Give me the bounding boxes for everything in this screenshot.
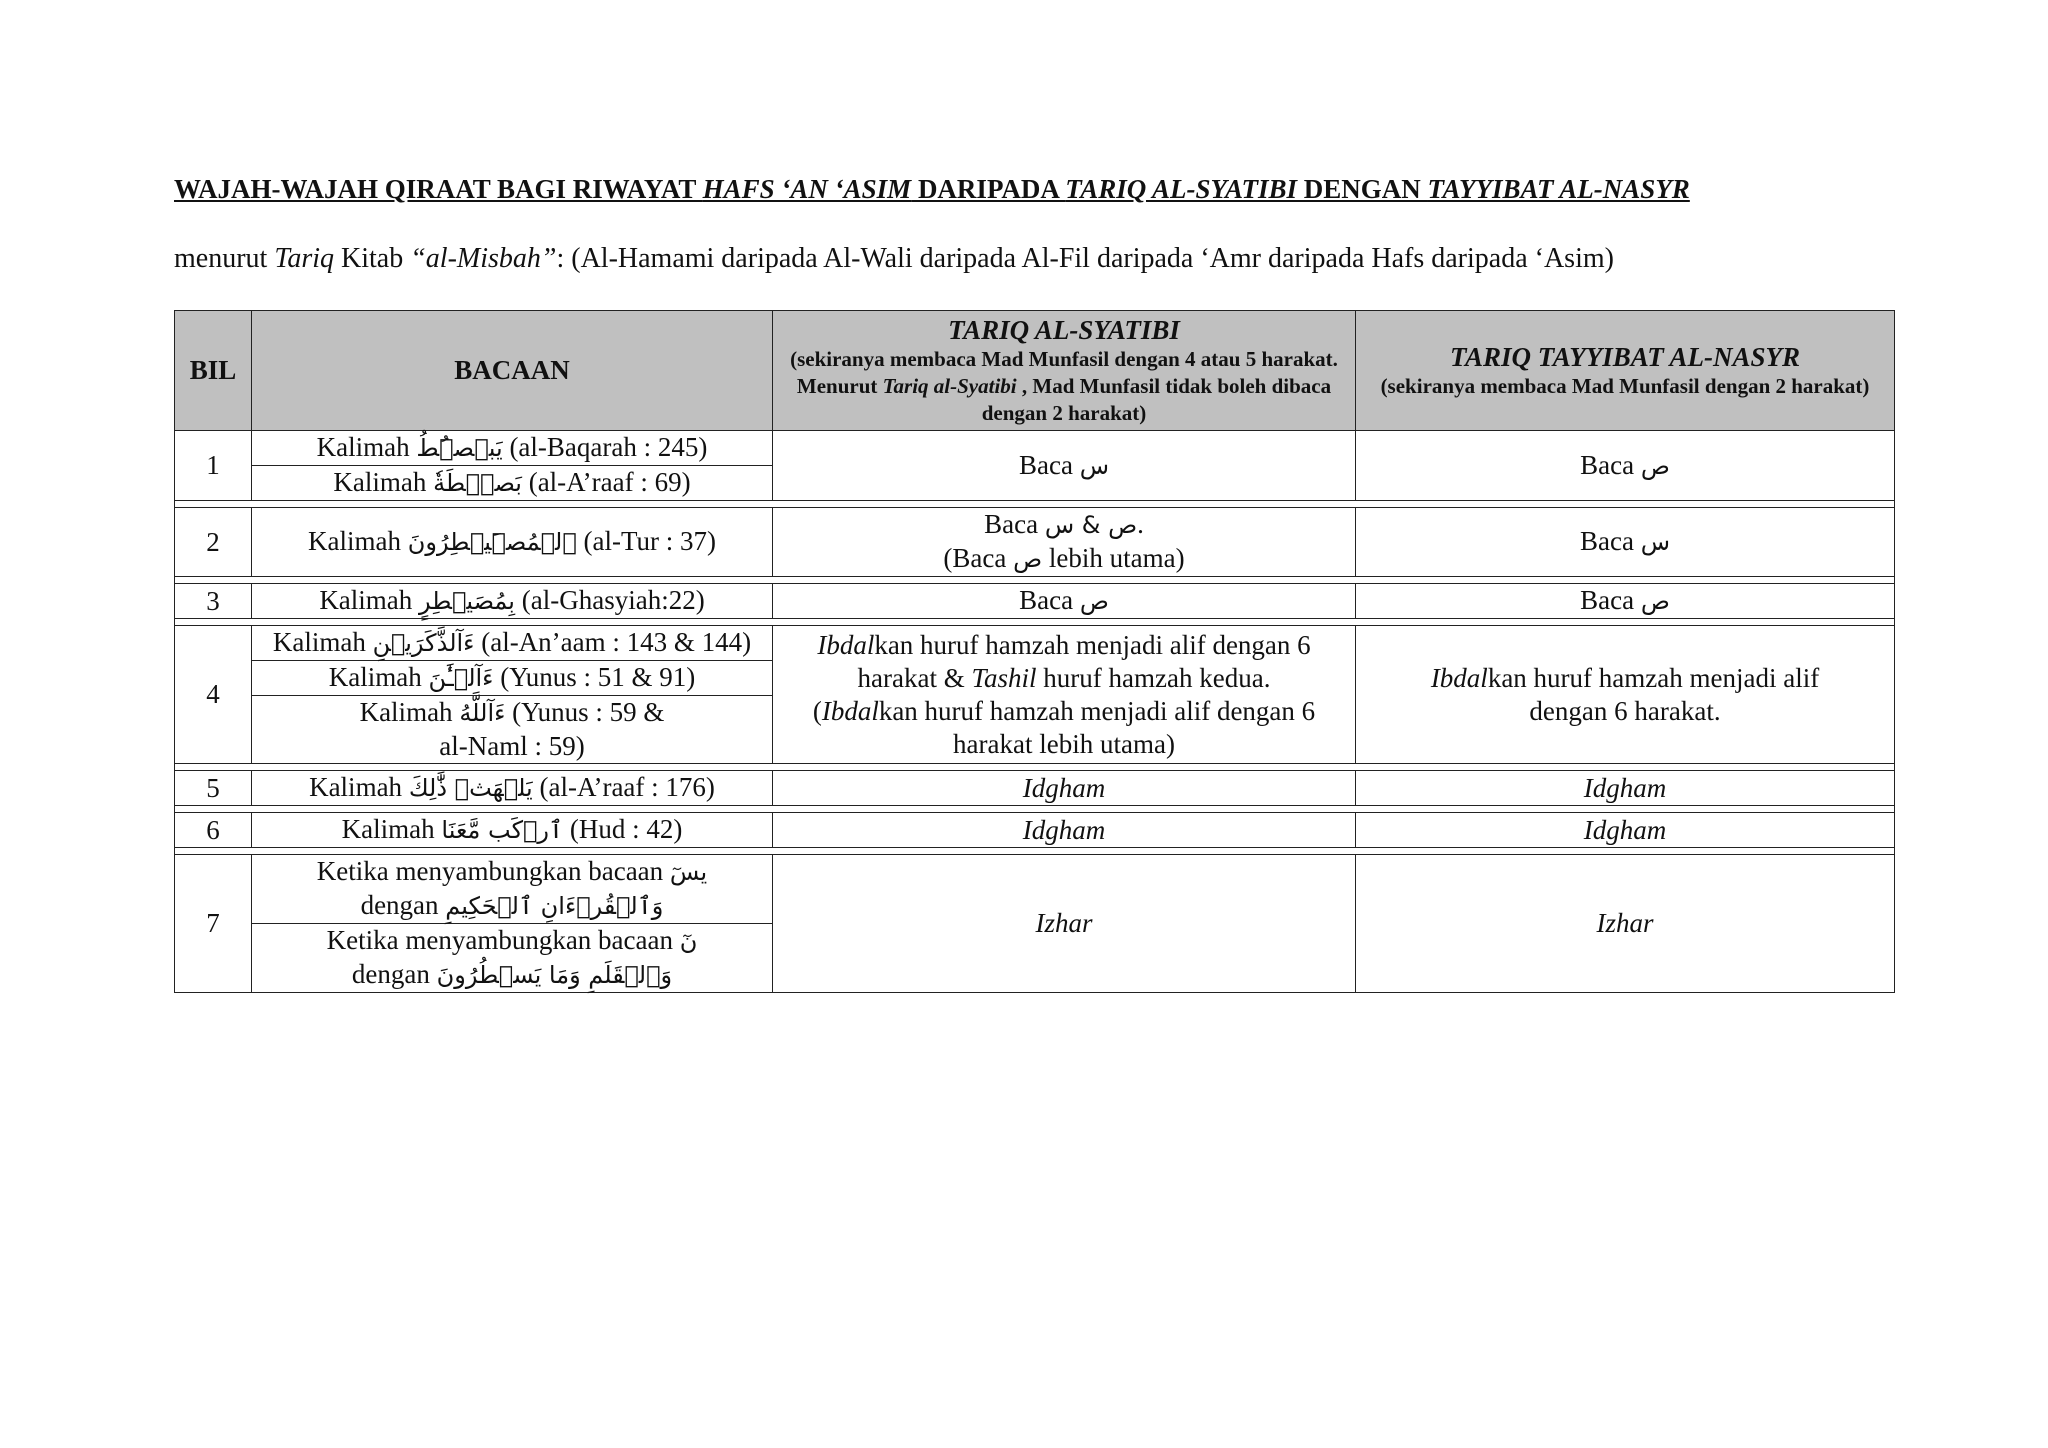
row-separator bbox=[175, 764, 1895, 771]
document-subtitle bbox=[174, 243, 1884, 275]
cell-bil: 2 bbox=[175, 508, 252, 577]
document-title bbox=[174, 174, 1884, 205]
cell-bacaan: Kalimah ٱرۡكَب مَّعَنَا (Hud : 42) bbox=[252, 813, 773, 848]
cell-bil: 1 bbox=[175, 431, 252, 501]
qiraat-table bbox=[174, 310, 1895, 993]
cell-nasyr: Baca س bbox=[1356, 508, 1895, 577]
cell-nasyr: Idgham bbox=[1356, 771, 1895, 806]
cell-bil: 6 bbox=[175, 813, 252, 848]
cell-bacaan: Kalimah بِمُصَيۡطِرٍ (al-Ghasyiah:22) bbox=[252, 584, 773, 619]
header-bacaan: BACAAN bbox=[252, 311, 773, 431]
title-text-italic: TAYYIBAT AL-NASYR bbox=[1427, 174, 1690, 204]
header-nasyr bbox=[1356, 311, 1895, 431]
table-row bbox=[175, 813, 1895, 848]
row-separator bbox=[175, 577, 1895, 584]
subtitle-text: Kitab bbox=[334, 243, 411, 274]
subtitle-text-italic: “al-Misbah” bbox=[410, 243, 557, 274]
cell-bacaan: Kalimah ءَآللَّهُ (Yunus : 59 & al-Naml : 59) bbox=[252, 696, 773, 764]
table-row bbox=[175, 626, 1895, 661]
table-row bbox=[175, 508, 1895, 577]
cell-bacaan: Kalimah يَبۡصُۜطُ (al-Baqarah : 245) bbox=[252, 431, 773, 466]
table-row bbox=[175, 584, 1895, 619]
header-nasyr-note: (sekiranya membaca Mad Munfasil dengan 2 harakat) bbox=[1380, 373, 1870, 398]
subtitle-text-italic: Tariq bbox=[274, 243, 334, 274]
cell-syatibi: Baca ص & س. (Baca ص lebih utama) bbox=[773, 508, 1356, 577]
cell-bacaan: Kalimah ءَآلذَّكَرَيۡنِ (al-An’aam : 143 & 144) bbox=[252, 626, 773, 661]
cell-nasyr: Izhar bbox=[1356, 855, 1895, 993]
row-separator bbox=[175, 806, 1895, 813]
title-text: WAJAH-WAJAH QIRAAT BAGI RIWAYAT bbox=[174, 174, 703, 204]
cell-bacaan: Kalimah ءَآلۡـَٰٔنَ (Yunus : 51 & 91) bbox=[252, 661, 773, 696]
cell-nasyr: Idgham bbox=[1356, 813, 1895, 848]
cell-bacaan: Kalimah يَلۡهَثۚ ذَّٰلِكَ (al-A’raaf : 176) bbox=[252, 771, 773, 806]
cell-bacaan: Ketika menyambungkan bacaan نٓ dengan وَٱلۡقَلَمِ وَمَا يَسۡطُرُونَ bbox=[252, 924, 773, 993]
cell-nasyr: Baca ص bbox=[1356, 431, 1895, 501]
title-text-italic: TARIQ AL-SYATIBI bbox=[1065, 174, 1297, 204]
row-separator bbox=[175, 619, 1895, 626]
cell-bil: 7 bbox=[175, 855, 252, 993]
cell-syatibi: Idgham bbox=[773, 813, 1356, 848]
title-text: DARIPADA bbox=[911, 174, 1066, 204]
row-separator bbox=[175, 501, 1895, 508]
cell-syatibi: Izhar bbox=[773, 855, 1356, 993]
cell-bacaan: Kalimah بَصۜۡطَةٗ (al-A’raaf : 69) bbox=[252, 466, 773, 501]
header-bil: BIL bbox=[175, 311, 252, 431]
header-syatibi-note: (sekiranya membaca Mad Munfasil dengan 4 atau 5 harakat. Menurut Tariq al-Syatibi , Mad Munfasil tidak boleh dibaca dengan 2 harakat) bbox=[790, 346, 1338, 425]
cell-syatibi: Idgham bbox=[773, 771, 1356, 806]
cell-syatibi: Baca س bbox=[773, 431, 1356, 501]
header-nasyr-title: TARIQ TAYYIBAT AL-NASYR bbox=[1449, 341, 1801, 372]
table-row bbox=[175, 431, 1895, 466]
table-row bbox=[175, 771, 1895, 806]
header-syatibi bbox=[773, 311, 1356, 431]
table-row bbox=[175, 855, 1895, 924]
cell-nasyr: Baca ص bbox=[1356, 584, 1895, 619]
row-separator bbox=[175, 848, 1895, 855]
cell-bacaan: Ketika menyambungkan bacaan يسٓ dengan وَٱلۡقُرۡءَانِ ٱلۡحَكِيمِ bbox=[252, 855, 773, 924]
title-text: DENGAN bbox=[1297, 174, 1428, 204]
cell-syatibi: Baca ص bbox=[773, 584, 1356, 619]
cell-syatibi: Ibdalkan huruf hamzah menjadi alif dengan 6 harakat & Tashil huruf hamzah kedua. (Ibdalkan huruf hamzah menjadi alif dengan 6 harakat lebih utama) bbox=[773, 626, 1356, 764]
title-text-italic: HAFS ‘AN ‘ASIM bbox=[702, 174, 912, 204]
subtitle-text: menurut bbox=[174, 243, 275, 274]
cell-bacaan: Kalimah ٱلۡمُصَۜيۡطِرُونَ (al-Tur : 37) bbox=[252, 508, 773, 577]
cell-bil: 5 bbox=[175, 771, 252, 806]
cell-nasyr: Ibdalkan huruf hamzah menjadi alif dengan 6 harakat. bbox=[1356, 626, 1895, 764]
header-syatibi-title: TARIQ AL-SYATIBI bbox=[948, 314, 1180, 345]
subtitle-text: : (Al-Hamami daripada Al-Wali daripada Al-Fil daripada ‘Amr daripada Hafs daripada ‘Asim) bbox=[556, 243, 1614, 274]
cell-bil: 3 bbox=[175, 584, 252, 619]
table-header-row bbox=[175, 311, 1895, 431]
cell-bil: 4 bbox=[175, 626, 252, 764]
